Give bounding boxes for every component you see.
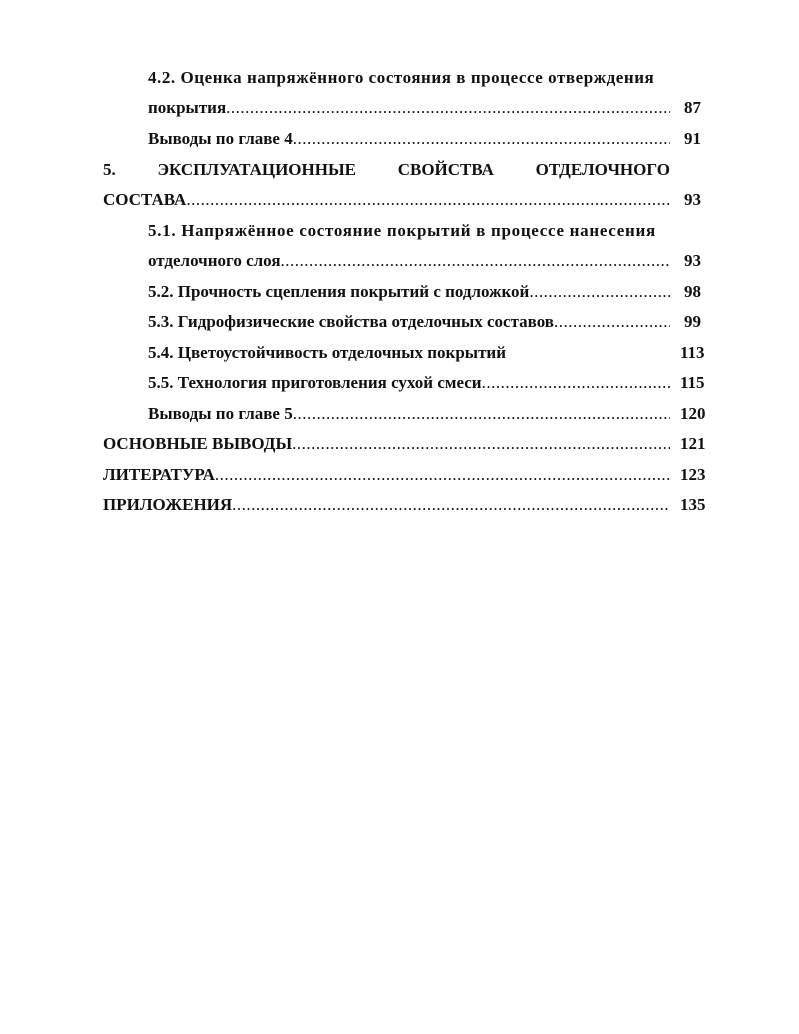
chapter-5-word-2: СВОЙСТВА <box>397 160 494 179</box>
toc-entry-chapter-5-line2 <box>103 185 670 215</box>
toc-page-literature: 123 <box>680 465 706 484</box>
chapter-5-number: 5. <box>103 160 116 179</box>
toc-entry-4-2-title-cont: покрытия <box>148 98 227 117</box>
toc-entry-chapter-5-line1 <box>103 155 670 185</box>
toc-entry-appendices-title: ПРИЛОЖЕНИЯ <box>103 495 233 514</box>
toc-entry-literature-title: ЛИТЕРАТУРА <box>103 465 215 484</box>
toc-page-5-5: 115 <box>680 373 705 392</box>
toc-page-5-2: 98 <box>684 282 701 301</box>
toc-entry-appendices <box>103 490 670 520</box>
toc-page-5-3: 99 <box>684 312 701 331</box>
dot-leader <box>281 246 670 276</box>
toc-entry-main-conclusions-title: ОСНОВНЫЕ ВЫВОДЫ <box>103 434 293 453</box>
toc-page-4-2: 87 <box>684 98 701 117</box>
dot-leader <box>292 429 670 459</box>
toc-entry-5-2 <box>148 277 670 307</box>
toc-entry-5-2-title: 5.2. Прочность сцепления покрытий с подложкой <box>148 282 530 301</box>
toc-entry-5-4 <box>148 338 670 368</box>
chapter-5-title-cont: СОСТАВА <box>103 190 187 209</box>
toc-entry-5-1-line1 <box>148 216 670 246</box>
toc-entry-conclusions-4-title: Выводы по главе 4 <box>148 129 293 148</box>
toc-entry-5-1-title-cont: отделочного слоя <box>148 251 281 270</box>
dot-leader <box>186 185 670 215</box>
toc-page-5-4: 113 <box>680 343 705 362</box>
dot-leader <box>529 277 670 307</box>
toc-page-appendices: 135 <box>680 495 706 514</box>
dot-leader <box>293 124 670 154</box>
dot-leader <box>232 490 670 520</box>
toc-entry-5-3-title: 5.3. Гидрофизические свойства отделочных составов <box>148 312 554 331</box>
toc-entry-5-3 <box>148 307 670 337</box>
toc-entry-5-5 <box>148 368 670 398</box>
toc-entry-5-5-title: 5.5. Технология приготовления сухой смеси <box>148 373 482 392</box>
dot-leader <box>215 460 670 490</box>
dot-leader <box>293 399 670 429</box>
toc-entry-4-2-line2 <box>148 93 670 123</box>
toc-entry-conclusions-5 <box>148 399 670 429</box>
toc-page-5-1: 93 <box>684 251 701 270</box>
toc-page-chapter-5: 93 <box>684 190 701 209</box>
chapter-5-word-1: ЭКСПЛУАТАЦИОННЫЕ <box>157 160 356 179</box>
toc-entry-conclusions-4 <box>148 124 670 154</box>
toc-entry-conclusions-5-title: Выводы по главе 5 <box>148 404 293 423</box>
dot-leader <box>482 368 670 398</box>
toc-entry-5-4-title: 5.4. Цветоустойчивость отделочных покрытий <box>148 343 507 362</box>
toc-entry-literature <box>103 460 670 490</box>
toc-page-conclusions-5: 120 <box>680 404 706 423</box>
toc-entry-main-conclusions <box>103 429 670 459</box>
toc-entry-5-1-line2 <box>148 246 670 276</box>
dot-leader <box>554 307 670 337</box>
toc-page-conclusions-4: 91 <box>684 129 701 148</box>
dot-leader <box>226 93 670 123</box>
toc-entry-4-2-title: 4.2. Оценка напряжённого состояния в процессе отверждения <box>148 68 655 87</box>
toc-entry-5-1-title: 5.1. Напряжённое состояние покрытий в процессе нанесения <box>148 221 656 240</box>
toc-entry-4-2-line1 <box>148 63 670 93</box>
chapter-5-word-3: ОТДЕЛОЧНОГО <box>535 160 670 179</box>
toc-page-main-conclusions: 121 <box>680 434 706 453</box>
